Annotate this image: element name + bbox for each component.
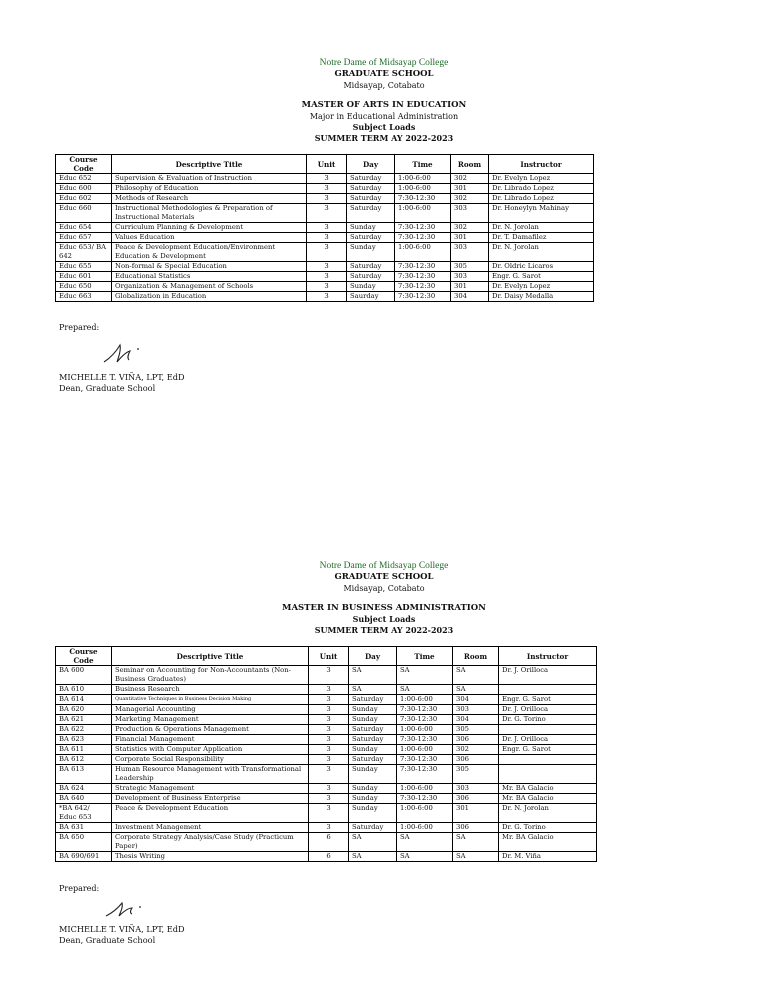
unit-cell: 3: [309, 745, 349, 755]
signatory-name: MICHELLE T. VIÑA, LPT, EdD: [59, 372, 185, 382]
room-cell: 301: [453, 804, 499, 823]
day-cell: Sunday: [347, 223, 395, 233]
room-cell: 302: [451, 174, 489, 184]
time-cell: SA: [397, 852, 453, 862]
time-cell: SA: [397, 685, 453, 695]
unit-cell: 3: [307, 223, 347, 233]
descriptive-title-cell: Seminar on Accounting for Non-Accountants (Non-Business Graduates): [112, 666, 309, 685]
table-row: [56, 282, 594, 292]
time-cell: SA: [397, 833, 453, 852]
day-cell: Saturday: [347, 204, 395, 223]
instructor-cell: [499, 755, 597, 765]
day-cell: Saturday: [349, 755, 397, 765]
descriptive-title-cell: Methods of Research: [112, 194, 307, 204]
room-cell: 303: [451, 204, 489, 223]
prepared-label: Prepared:: [59, 323, 100, 332]
unit-cell: 3: [309, 685, 349, 695]
school-name: GRADUATE SCHOOL: [334, 572, 434, 582]
room-cell: 305: [451, 262, 489, 272]
table-row: [56, 755, 597, 765]
time-cell: 1:00-6:00: [397, 784, 453, 794]
day-cell: SA: [349, 666, 397, 685]
course-code-cell: BA 600: [56, 666, 112, 685]
course-code-cell: BA 640: [56, 794, 112, 804]
table-row: [56, 745, 597, 755]
day-cell: Saturday: [347, 262, 395, 272]
instructor-cell: Mr. BA Galacio: [499, 784, 597, 794]
course-code-cell: BA 631: [56, 823, 112, 833]
day-cell: Saturday: [349, 695, 397, 705]
time-cell: 7:30-12:30: [395, 272, 451, 282]
unit-cell: 3: [309, 705, 349, 715]
table-row: [56, 174, 594, 184]
signatory-position: Dean, Graduate School: [59, 935, 156, 945]
table-row: [56, 685, 597, 695]
course-code-cell: BA 614: [56, 695, 112, 705]
school-location: Midsayap, Cotabato: [343, 584, 425, 593]
table-row: [56, 705, 597, 715]
table-row: [56, 833, 597, 852]
time-cell: 7:30-12:30: [397, 755, 453, 765]
room-cell: SA: [453, 666, 499, 685]
table-row: [56, 204, 594, 223]
time-cell: 7:30-12:30: [397, 705, 453, 715]
descriptive-title-cell: Production & Operations Management: [112, 725, 309, 735]
day-cell: Sunday: [349, 804, 397, 823]
course-code-cell: *BA 642/ Educ 653: [56, 804, 112, 823]
day-cell: SA: [349, 833, 397, 852]
time-cell: 7:30-12:30: [395, 233, 451, 243]
descriptive-title-cell: Non-formal & Special Education: [112, 262, 307, 272]
unit-cell: 3: [309, 666, 349, 685]
header-descriptive-title: Descriptive Title: [112, 155, 307, 174]
room-cell: SA: [453, 852, 499, 862]
table-row: [56, 292, 594, 302]
instructor-cell: Dr. N. Jorolan: [489, 243, 594, 262]
descriptive-title-cell: Educational Statistics: [112, 272, 307, 282]
instructor-cell: [499, 685, 597, 695]
unit-cell: 3: [307, 262, 347, 272]
course-code-cell: Educ 663: [56, 292, 112, 302]
day-cell: SA: [349, 685, 397, 695]
descriptive-title-cell: Peace & Development Education/Environment Education & Development: [112, 243, 307, 262]
day-cell: Sunday: [349, 784, 397, 794]
table-row: [56, 666, 597, 685]
header-course-code: Course Code: [56, 647, 112, 666]
day-cell: Sunday: [347, 243, 395, 262]
instructor-cell: Mr. BA Galacio: [499, 794, 597, 804]
descriptive-title-cell: Thesis Writing: [112, 852, 309, 862]
room-cell: 306: [453, 755, 499, 765]
college-name: Notre Dame of Midsayap College: [319, 58, 449, 68]
instructor-cell: Mr. BA Galacio: [499, 833, 597, 852]
subject-loads-title: Subject Loads: [352, 614, 416, 624]
unit-cell: 3: [307, 204, 347, 223]
descriptive-title-cell: Curriculum Planning & Development: [112, 223, 307, 233]
room-cell: 301: [451, 282, 489, 292]
term-title: SUMMER TERM AY 2022-2023: [314, 133, 454, 143]
table-body: [56, 174, 594, 302]
table-row: [56, 223, 594, 233]
table-row: [56, 262, 594, 272]
header-course-code: Course Code: [56, 155, 112, 174]
unit-cell: 3: [307, 194, 347, 204]
descriptive-title-cell: Supervision & Evaluation of Instruction: [112, 174, 307, 184]
school-name: GRADUATE SCHOOL: [334, 69, 434, 79]
descriptive-title-cell: Development of Business Enterprise: [112, 794, 309, 804]
table-row: [56, 243, 594, 262]
table-row: [56, 852, 597, 862]
program-title: MASTER OF ARTS IN EDUCATION: [301, 100, 467, 110]
time-cell: 1:00-6:00: [395, 184, 451, 194]
course-code-cell: Educ 602: [56, 194, 112, 204]
time-cell: 7:30-12:30: [397, 715, 453, 725]
day-cell: Sunday: [347, 282, 395, 292]
day-cell: Saturday: [347, 184, 395, 194]
descriptive-title-cell: Managerial Accounting: [112, 705, 309, 715]
instructor-cell: Engr. G. Sarot: [499, 695, 597, 705]
table-row: [56, 233, 594, 243]
course-code-cell: BA 611: [56, 745, 112, 755]
day-cell: Saturday: [347, 174, 395, 184]
unit-cell: 3: [307, 233, 347, 243]
instructor-cell: Dr. Evelyn Lopez: [489, 174, 594, 184]
instructor-cell: Dr. Librado Lopez: [489, 184, 594, 194]
header-room: Room: [453, 647, 499, 666]
header-instructor: Instructor: [489, 155, 594, 174]
day-cell: Saturday: [349, 725, 397, 735]
course-code-cell: BA 622: [56, 725, 112, 735]
room-cell: 305: [453, 765, 499, 784]
time-cell: 7:30-12:30: [395, 292, 451, 302]
header-day: Day: [349, 647, 397, 666]
header-time: Time: [397, 647, 453, 666]
instructor-cell: Engr. G. Sarot: [489, 272, 594, 282]
unit-cell: 3: [307, 282, 347, 292]
instructor-cell: Dr. Librado Lopez: [489, 194, 594, 204]
school-location: Midsayap, Cotabato: [343, 81, 425, 90]
header-instructor: Instructor: [499, 647, 597, 666]
course-code-cell: BA 610: [56, 685, 112, 695]
room-cell: 301: [451, 184, 489, 194]
room-cell: 304: [453, 695, 499, 705]
header-time: Time: [395, 155, 451, 174]
descriptive-title-cell: Business Research: [112, 685, 309, 695]
instructor-cell: Dr. T. Damafilez: [489, 233, 594, 243]
time-cell: 7:30-12:30: [395, 194, 451, 204]
table-header-row: [56, 155, 594, 174]
unit-cell: 3: [307, 243, 347, 262]
descriptive-title-cell: Human Resource Management with Transformational Leadership: [112, 765, 309, 784]
time-cell: 7:30-12:30: [397, 765, 453, 784]
time-cell: 1:00-6:00: [397, 823, 453, 833]
time-cell: 1:00-6:00: [397, 725, 453, 735]
day-cell: Saurday: [347, 292, 395, 302]
table-row: [56, 823, 597, 833]
table-row: [56, 184, 594, 194]
room-cell: 302: [453, 745, 499, 755]
room-cell: 306: [453, 823, 499, 833]
room-cell: 303: [451, 272, 489, 282]
room-cell: 306: [453, 794, 499, 804]
course-code-cell: Educ 660: [56, 204, 112, 223]
course-code-cell: Educ 652: [56, 174, 112, 184]
descriptive-title-cell: Globalization in Education: [112, 292, 307, 302]
table-row: [56, 765, 597, 784]
header-room: Room: [451, 155, 489, 174]
time-cell: 1:00-6:00: [395, 243, 451, 262]
day-cell: SA: [349, 852, 397, 862]
day-cell: Saturday: [347, 233, 395, 243]
instructor-cell: Dr. Evelyn Lopez: [489, 282, 594, 292]
time-cell: 1:00-6:00: [397, 745, 453, 755]
unit-cell: 3: [309, 715, 349, 725]
room-cell: 304: [453, 715, 499, 725]
subject-loads-table: [55, 154, 594, 302]
day-cell: Sunday: [349, 765, 397, 784]
descriptive-title-cell: Investment Management: [112, 823, 309, 833]
room-cell: 306: [453, 735, 499, 745]
room-cell: SA: [453, 833, 499, 852]
instructor-cell: Dr. G. Torino: [499, 715, 597, 725]
day-cell: Saturday: [347, 194, 395, 204]
room-cell: 302: [451, 194, 489, 204]
signatory-block: [59, 372, 185, 394]
table-row: [56, 194, 594, 204]
doc2-header: [0, 561, 768, 636]
instructor-cell: Dr. Daisy Medalla: [489, 292, 594, 302]
room-cell: 303: [451, 243, 489, 262]
descriptive-title-cell: Strategic Management: [112, 784, 309, 794]
instructor-cell: [499, 725, 597, 735]
time-cell: 7:30-12:30: [397, 794, 453, 804]
day-cell: Sunday: [349, 745, 397, 755]
course-code-cell: BA 650: [56, 833, 112, 852]
descriptive-title-cell: Corporate Social Responsibility: [112, 755, 309, 765]
header-day: Day: [347, 155, 395, 174]
time-cell: 1:00-6:00: [397, 695, 453, 705]
unit-cell: 3: [309, 735, 349, 745]
unit-cell: 3: [307, 292, 347, 302]
descriptive-title-cell: Marketing Management: [112, 715, 309, 725]
instructor-cell: Dr. J. Orilloca: [499, 735, 597, 745]
descriptive-title-cell: Statistics with Computer Application: [112, 745, 309, 755]
signatory-name: MICHELLE T. VIÑA, LPT, EdD: [59, 924, 185, 934]
instructor-cell: Dr. N. Jorolan: [499, 804, 597, 823]
instructor-cell: Dr. J. Orilloca: [499, 705, 597, 715]
doc1-header: [0, 58, 768, 144]
day-cell: Sunday: [349, 794, 397, 804]
unit-cell: 3: [309, 823, 349, 833]
table-row: [56, 735, 597, 745]
course-code-cell: Educ 655: [56, 262, 112, 272]
room-cell: 303: [453, 784, 499, 794]
course-code-cell: BA 613: [56, 765, 112, 784]
unit-cell: 6: [309, 852, 349, 862]
unit-cell: 3: [309, 784, 349, 794]
course-code-cell: BA 690/691: [56, 852, 112, 862]
instructor-cell: Dr. G. Torino: [499, 823, 597, 833]
instructor-cell: Dr. Oldric Licaros: [489, 262, 594, 272]
instructor-cell: [499, 765, 597, 784]
term-title: SUMMER TERM AY 2022-2023: [314, 625, 454, 635]
day-cell: Sunday: [349, 705, 397, 715]
college-name: Notre Dame of Midsayap College: [319, 561, 449, 571]
instructor-cell: Dr. Honeylyn Mahinay: [489, 204, 594, 223]
time-cell: 1:00-6:00: [395, 204, 451, 223]
descriptive-title-cell: Corporate Strategy Analysis/Case Study (Practicum Paper): [112, 833, 309, 852]
day-cell: Saturday: [347, 272, 395, 282]
instructor-cell: Dr. M. Viña: [499, 852, 597, 862]
header-unit: Unit: [307, 155, 347, 174]
course-code-cell: Educ 650: [56, 282, 112, 292]
room-cell: SA: [453, 685, 499, 695]
unit-cell: 3: [307, 272, 347, 282]
course-code-cell: BA 624: [56, 784, 112, 794]
course-code-cell: BA 621: [56, 715, 112, 725]
course-code-cell: BA 623: [56, 735, 112, 745]
time-cell: 7:30-12:30: [395, 223, 451, 233]
course-code-cell: Educ 657: [56, 233, 112, 243]
time-cell: 1:00-6:00: [395, 174, 451, 184]
room-cell: 304: [451, 292, 489, 302]
unit-cell: 3: [309, 804, 349, 823]
unit-cell: 3: [309, 794, 349, 804]
descriptive-title-cell: Philosophy of Education: [112, 184, 307, 194]
instructor-cell: Dr. J. Orilloca: [499, 666, 597, 685]
table-row: [56, 804, 597, 823]
unit-cell: 3: [309, 695, 349, 705]
course-code-cell: Educ 601: [56, 272, 112, 282]
time-cell: SA: [397, 666, 453, 685]
signatory-block: [59, 924, 185, 946]
descriptive-title-cell: Quantitative Techniques in Business Decision Making: [112, 695, 309, 705]
descriptive-title-cell: Values Education: [112, 233, 307, 243]
day-cell: Saturday: [349, 735, 397, 745]
descriptive-title-cell: Peace & Development Education: [112, 804, 309, 823]
day-cell: Saturday: [349, 823, 397, 833]
course-code-cell: Educ 653/ BA 642: [56, 243, 112, 262]
course-code-cell: Educ 654: [56, 223, 112, 233]
table-row: [56, 794, 597, 804]
unit-cell: 3: [309, 725, 349, 735]
subject-loads-table: [55, 646, 597, 862]
subject-loads-title: Subject Loads: [352, 122, 416, 132]
program-title: MASTER IN BUSINESS ADMINISTRATION: [282, 603, 486, 613]
course-code-cell: Educ 600: [56, 184, 112, 194]
signatory-position: Dean, Graduate School: [59, 383, 156, 393]
table-row: [56, 695, 597, 705]
signature-image: [100, 340, 146, 366]
unit-cell: 3: [307, 174, 347, 184]
room-cell: 301: [451, 233, 489, 243]
table-row: [56, 715, 597, 725]
course-code-cell: BA 612: [56, 755, 112, 765]
header-descriptive-title: Descriptive Title: [112, 647, 309, 666]
unit-cell: 3: [307, 184, 347, 194]
prepared-label: Prepared:: [59, 884, 100, 893]
descriptive-title-cell: Financial Management: [112, 735, 309, 745]
unit-cell: 6: [309, 833, 349, 852]
descriptive-title-cell: Instructional Methodologies & Preparation of Instructional Materials: [112, 204, 307, 223]
instructor-cell: Dr. N. Jorolan: [489, 223, 594, 233]
table-row: [56, 272, 594, 282]
time-cell: 1:00-6:00: [397, 804, 453, 823]
unit-cell: 3: [309, 755, 349, 765]
time-cell: 7:30-12:30: [395, 262, 451, 272]
day-cell: Sunday: [349, 715, 397, 725]
table-row: [56, 784, 597, 794]
room-cell: 302: [451, 223, 489, 233]
header-unit: Unit: [309, 647, 349, 666]
unit-cell: 3: [309, 765, 349, 784]
room-cell: 305: [453, 725, 499, 735]
program-major: Major in Educational Administration: [309, 112, 459, 121]
course-code-cell: BA 620: [56, 705, 112, 715]
signature-image: [102, 899, 148, 919]
instructor-cell: Engr. G. Sarot: [499, 745, 597, 755]
table-row: [56, 725, 597, 735]
table-body: [56, 666, 597, 862]
time-cell: 7:30-12:30: [397, 735, 453, 745]
table-header-row: [56, 647, 597, 666]
room-cell: 303: [453, 705, 499, 715]
descriptive-title-cell: Organization & Management of Schools: [112, 282, 307, 292]
time-cell: 7:30-12:30: [395, 282, 451, 292]
